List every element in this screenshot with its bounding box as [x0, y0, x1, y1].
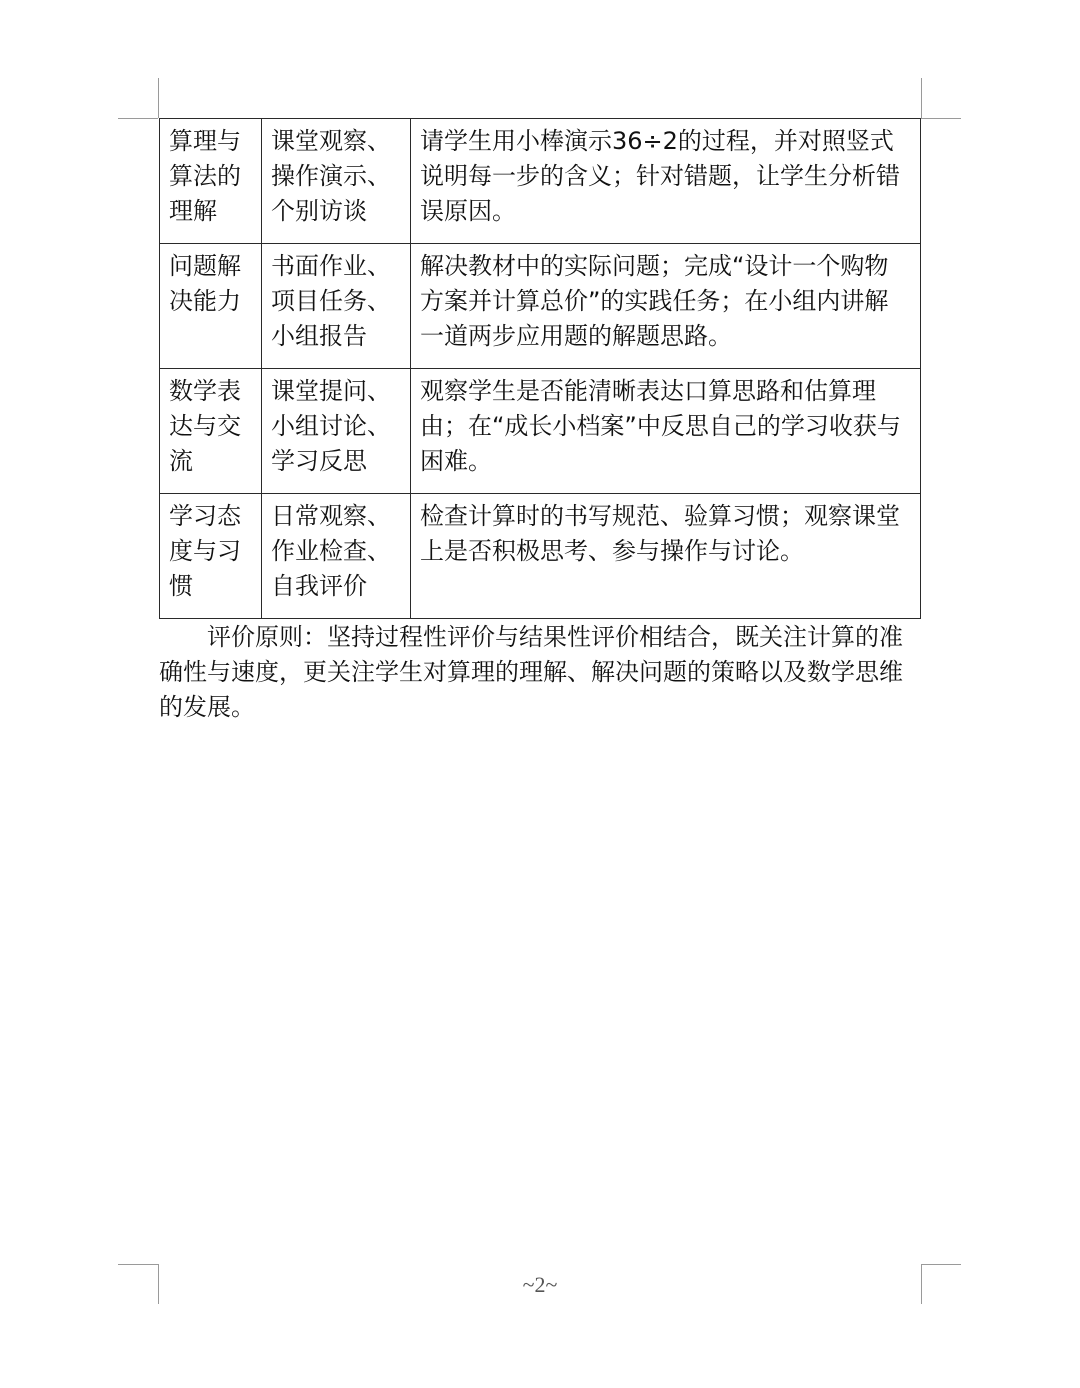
- dimension-cell: 算理与算法的理解: [160, 119, 262, 244]
- crop-mark-bottom-left-horizontal: [118, 1264, 158, 1265]
- page-number: ~2~: [522, 1272, 558, 1297]
- table-row: [160, 119, 921, 244]
- crop-mark-top-right-vertical: [921, 78, 922, 118]
- methods-cell: 日常观察、作业检查、自我评价: [262, 494, 411, 619]
- evaluation-principle-paragraph: 评价原则：坚持过程性评价与结果性评价相结合，既关注计算的准确性与速度，更关注学生对算理的理解、解决问题的策略以及数学思维的发展。: [159, 623, 903, 721]
- content-cell: 观察学生是否能清晰表达口算思路和估算理由；在“成长小档案”中反思自己的学习收获与困难。: [411, 369, 921, 494]
- content-cell: 检查计算时的书写规范、验算习惯；观察课堂上是否积极思考、参与操作与讨论。: [411, 494, 921, 619]
- content-cell: 请学生用小棒演示36÷2的过程，并对照竖式说明每一步的含义；针对错题，让学生分析错误原因。: [411, 119, 921, 244]
- dimension-cell: 问题解决能力: [160, 244, 262, 369]
- evaluation-table: [159, 118, 921, 619]
- table-row: [160, 244, 921, 369]
- content-cell: 解决教材中的实际问题；完成“设计一个购物方案并计算总价”的实践任务；在小组内讲解一道两步应用题的解题思路。: [411, 244, 921, 369]
- methods-cell: 书面作业、项目任务、小组报告: [262, 244, 411, 369]
- table-row: [160, 494, 921, 619]
- crop-mark-top-left-horizontal: [118, 118, 158, 119]
- crop-mark-bottom-right-horizontal: [921, 1264, 961, 1265]
- methods-cell: 课堂提问、小组讨论、学习反思: [262, 369, 411, 494]
- crop-mark-top-left-vertical: [158, 78, 159, 118]
- dimension-cell: 学习态度与习惯: [160, 494, 262, 619]
- crop-mark-top-right-horizontal: [921, 118, 961, 119]
- methods-cell: 课堂观察、操作演示、个别访谈: [262, 119, 411, 244]
- dimension-cell: 数学表达与交流: [160, 369, 262, 494]
- table-row: [160, 369, 921, 494]
